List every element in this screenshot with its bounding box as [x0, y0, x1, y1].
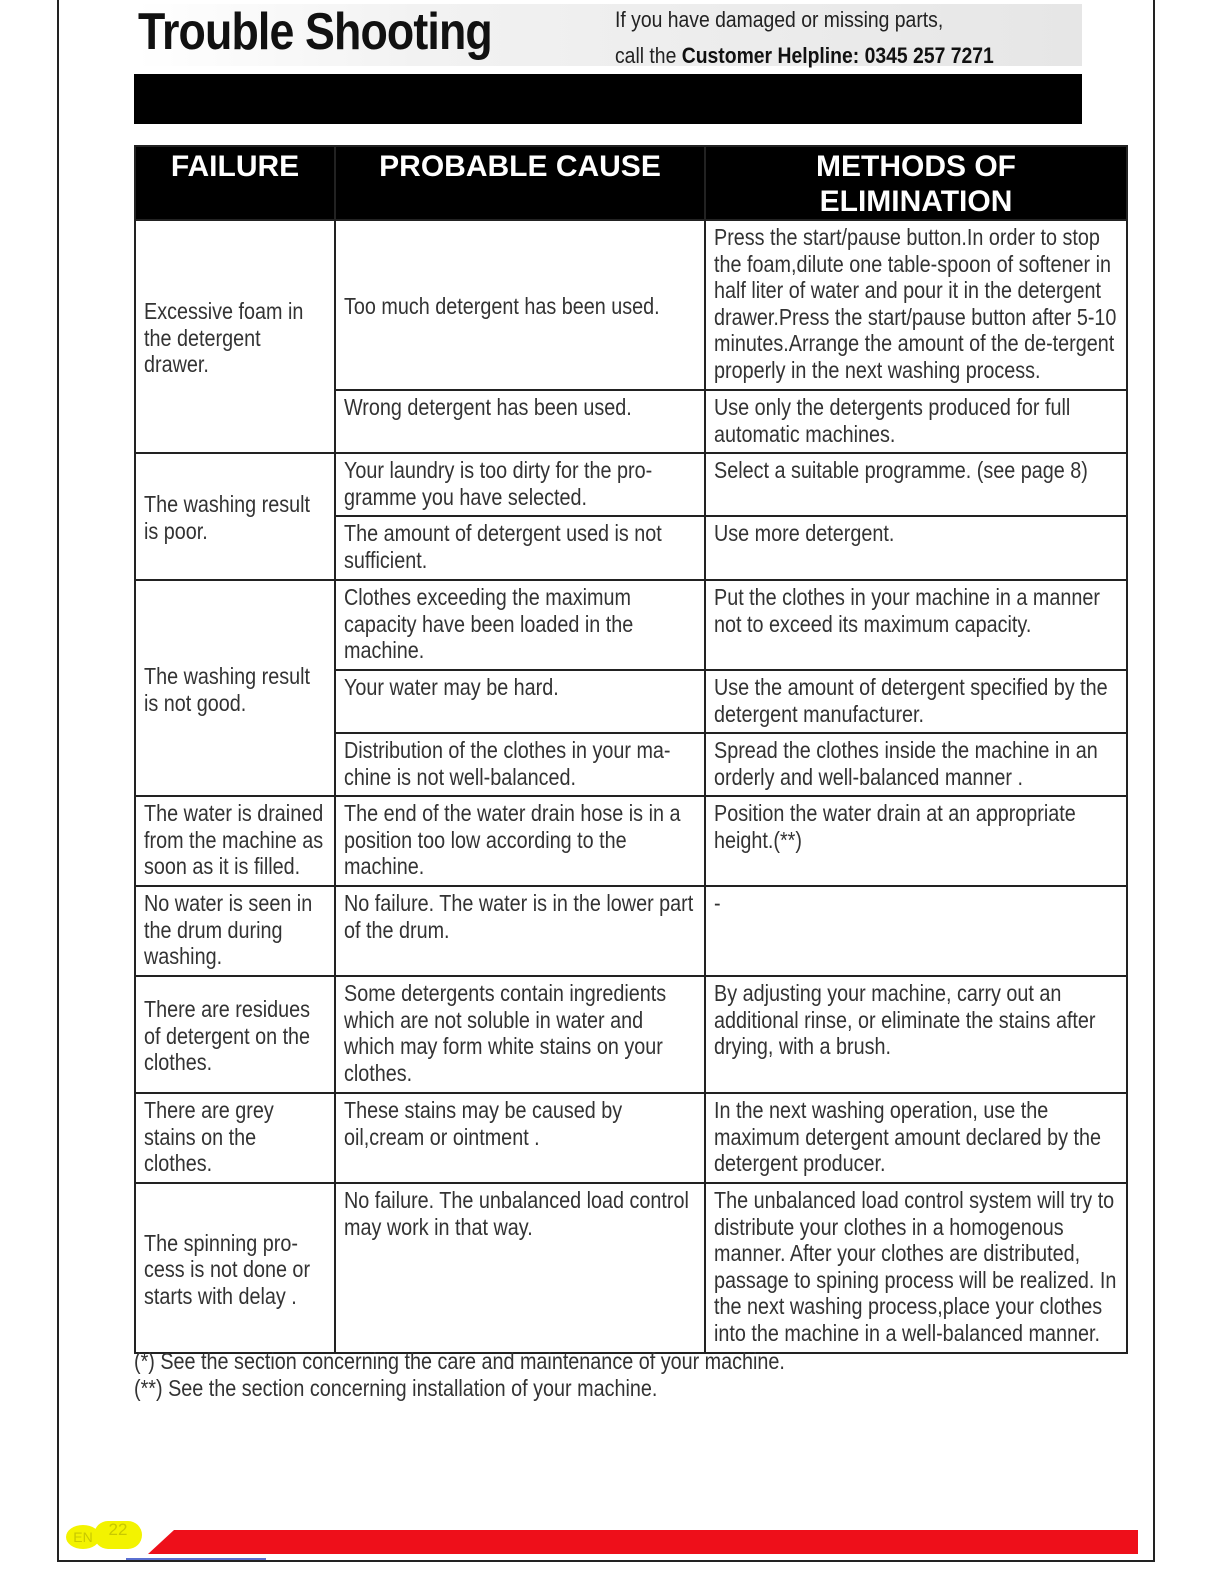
- cause-cell: [335, 670, 705, 733]
- failure-text: Excessive foam in the detergent drawer.: [144, 298, 304, 378]
- method-text: By adjusting your machine, carry out an additional rinse, or eliminate the stains after drying, with a brush.: [714, 980, 1096, 1060]
- page-number: 22: [94, 1521, 142, 1549]
- page-title: Trouble Shooting: [138, 3, 492, 61]
- method-cell: [705, 516, 1127, 580]
- cause-text: Some detergents contain ingredients which are not soluble in water and which may form white stains on your clothes.: [344, 980, 667, 1086]
- table-row: [135, 580, 1127, 670]
- cause-text: No failure. The unbalanced load control may work in that way.: [344, 1187, 689, 1240]
- header-failure: FAILURE: [135, 146, 335, 220]
- method-text: Use only the detergents produced for full automatic machines.: [714, 394, 1071, 447]
- failure-text: The washing result is poor.: [144, 491, 311, 544]
- method-cell: [705, 796, 1127, 886]
- table-row: [135, 976, 1127, 1093]
- method-text: Put the clothes in your machine in a manner not to exceed its maximum capacity.: [714, 584, 1100, 637]
- failure-cell: [135, 220, 335, 453]
- table-row: [135, 796, 1127, 886]
- cause-cell: [335, 1183, 705, 1353]
- failure-cell: [135, 796, 335, 886]
- method-cell: [705, 976, 1127, 1093]
- method-text: Position the water drain at an appropriate height.(**): [714, 800, 1076, 853]
- method-cell: [705, 390, 1127, 453]
- failure-cell: [135, 886, 335, 976]
- failure-cell: [135, 453, 335, 580]
- language-badge: EN: [66, 1525, 100, 1549]
- cause-text: These stains may be caused by oil,cream or ointment .: [344, 1097, 623, 1150]
- cause-text: The amount of detergent used is not sufficient.: [344, 520, 662, 573]
- method-cell: [705, 886, 1127, 976]
- failure-text: The washing result is not good.: [144, 662, 311, 716]
- helpline-line-2: [615, 38, 994, 74]
- helpline-number: Customer Helpline: 0345 257 7271: [681, 43, 994, 68]
- method-text: The unbalanced load control system will try to distribute your clothes in a homogenous manner. After your clothes are distributed, passage to spining process will be realized. In the next washing process,place your clothes into the machine in a well-balanced manner.: [714, 1187, 1117, 1346]
- cause-text: No failure. The water is in the lower part of the drum.: [344, 890, 694, 943]
- footer-accent-bar: [148, 1530, 1138, 1554]
- method-cell: [705, 580, 1127, 670]
- page-badge: [66, 1521, 144, 1551]
- cause-text: Too much detergent has been used.: [344, 293, 660, 320]
- method-text: -: [714, 890, 721, 916]
- failure-text: No water is seen in the drum during washing.: [144, 890, 313, 970]
- footnote-installation: (**) See the section concerning installation of your machine.: [134, 1375, 658, 1401]
- cause-cell: [335, 580, 705, 670]
- cause-cell: [335, 1093, 705, 1183]
- header-probable-cause: PROBABLE CAUSE: [335, 146, 705, 220]
- failure-text: There are grey stains on the clothes.: [144, 1097, 274, 1177]
- cause-cell: [335, 220, 705, 390]
- header-methods-of-elimination: METHODS OF ELIMINATION: [705, 146, 1127, 220]
- table-header-row: [135, 146, 1127, 220]
- method-cell: [705, 1183, 1127, 1353]
- failure-text: There are residues of detergent on the clothes.: [144, 996, 311, 1076]
- cause-text: Clothes exceeding the maximum capacity have been loaded in the machine.: [344, 584, 634, 664]
- cause-text: Your water may be hard.: [344, 674, 559, 700]
- cause-text: Distribution of the clothes in your ma-chine is not well-balanced.: [344, 737, 671, 790]
- method-text: Use the amount of detergent specified by the detergent manufacturer.: [714, 674, 1108, 727]
- cause-text: Wrong detergent has been used.: [344, 394, 632, 420]
- footnote-care-maintenance: (*) See the section concerning the care and maintenance of your machine.: [134, 1348, 785, 1374]
- method-text: Select a suitable programme. (see page 8): [714, 457, 1088, 483]
- cause-cell: [335, 886, 705, 976]
- table-row: [135, 453, 1127, 516]
- cause-cell: [335, 733, 705, 796]
- cause-text: The end of the water drain hose is in a position too low according to the machine.: [344, 800, 681, 880]
- table-row: [135, 220, 1127, 390]
- table-row: [135, 1183, 1127, 1353]
- method-cell: [705, 733, 1127, 796]
- cause-cell: [335, 453, 705, 516]
- failure-cell: [135, 1183, 335, 1353]
- method-cell: [705, 1093, 1127, 1183]
- footnotes: [134, 1348, 785, 1402]
- method-text: Press the start/pause button.In order to stop the foam,dilute one table-spoon of softener in half liter of water and pour it in the detergent drawer.Press the start/pause button after 5-10 minutes.Arrange the amount of the de-tergent properly in the next washing process.: [714, 224, 1117, 383]
- failure-cell: [135, 580, 335, 796]
- cause-cell: [335, 796, 705, 886]
- troubleshooting-table: [134, 145, 1128, 1354]
- method-text: Use more detergent.: [714, 520, 895, 546]
- footer-underline: [126, 1558, 266, 1560]
- cause-cell: [335, 390, 705, 453]
- helpline-line-1: If you have damaged or missing parts,: [615, 7, 944, 32]
- failure-text: The water is drained from the machine as soon as it is filled.: [144, 800, 324, 880]
- table-row: [135, 886, 1127, 976]
- cause-cell: [335, 516, 705, 580]
- failure-cell: [135, 976, 335, 1093]
- method-cell: [705, 670, 1127, 733]
- section-bar: [134, 74, 1082, 124]
- cause-text: Your laundry is too dirty for the pro-gramme you have selected.: [344, 457, 653, 510]
- table-row: [135, 1093, 1127, 1183]
- helpline-prefix: call the: [615, 43, 682, 68]
- method-text: Spread the clothes inside the machine in an orderly and well-balanced manner .: [714, 737, 1098, 790]
- method-text: In the next washing operation, use the maximum detergent amount declared by the detergent producer.: [714, 1097, 1102, 1177]
- method-cell: [705, 220, 1127, 390]
- failure-cell: [135, 1093, 335, 1183]
- method-cell: [705, 453, 1127, 516]
- helpline-notice: [615, 2, 994, 74]
- cause-cell: [335, 976, 705, 1093]
- failure-text: The spinning pro-cess is not done or starts with delay .: [144, 1229, 311, 1309]
